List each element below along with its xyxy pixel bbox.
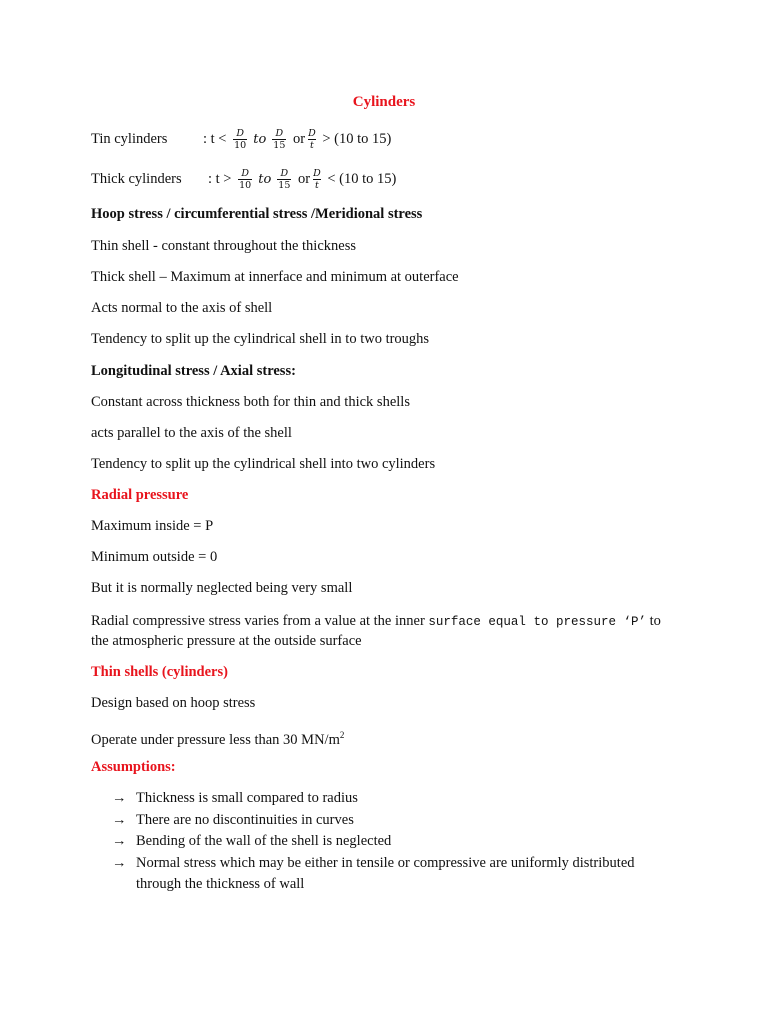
radial-line-1: Maximum inside = P	[91, 518, 214, 534]
page-title: Cylinders	[352, 94, 416, 110]
list-item: → Bending of the wall of the shell is neglected	[112, 831, 656, 853]
thin-shells-line-2	[91, 726, 344, 749]
hoop-line-4: Tendency to split up the cylindrical shell in to two troughs	[91, 331, 430, 347]
arrow-right-icon: →	[112, 833, 127, 849]
radial-line-2: Minimum outside = 0	[91, 549, 218, 565]
thick-fraction-1: $\frac{D}{10}$	[239, 168, 252, 191]
tin-prefix: : t <	[203, 130, 227, 147]
list-item: → There are no discontinuities in curves	[112, 810, 656, 832]
radial-line-3: But it is normally neglected being very small	[91, 580, 353, 596]
radial-para-c: to	[645, 613, 661, 629]
hoop-line-3: Acts normal to the axis of shell	[91, 300, 273, 316]
tin-to: to	[253, 131, 267, 147]
assumptions-list	[112, 788, 656, 896]
thin-shells-line-2-text: Operate under pressure less than 30 MN/m	[91, 732, 340, 748]
longitudinal-line-2: acts parallel to the axis of the shell	[91, 425, 292, 441]
radial-paragraph-line-2: the atmospheric pressure at the outside surface	[91, 633, 362, 649]
list-item: → Thickness is small compared to radius	[112, 788, 656, 810]
radial-paragraph-line-1	[91, 612, 661, 631]
thin-shells-line-1: Design based on hoop stress	[91, 695, 256, 711]
thick-suffix: < (10 to 15)	[327, 170, 397, 187]
thick-or: or	[298, 170, 311, 187]
arrow-right-icon: →	[112, 854, 127, 871]
tin-cylinders-line	[91, 128, 391, 151]
hoop-line-1: Thin shell - constant throughout the thickness	[91, 238, 356, 254]
tin-or: or	[293, 130, 306, 147]
radial-para-b: surface equal to pressure ‘P’	[428, 615, 646, 629]
thick-fraction-2: $\frac{D}{15}$	[278, 168, 291, 191]
list-item: → Normal stress which may be either in tensile or compressive are uniformly distributed through the thickness of wall	[112, 853, 656, 896]
tin-fraction-1: $\frac{D}{10}$	[234, 128, 247, 151]
longitudinal-line-3: Tendency to split up the cylindrical shell into two cylinders	[91, 456, 436, 472]
thick-fraction-3: $\frac{D}{t}$	[313, 168, 321, 191]
tin-suffix: > (10 to 15)	[322, 130, 392, 147]
thick-cylinders-line	[91, 168, 396, 191]
radial-heading: Radial pressure	[91, 487, 189, 503]
thick-label: Thick cylinders	[91, 170, 182, 187]
radial-para-a: Radial compressive stress varies from a value at the inner	[91, 613, 429, 629]
tin-label: Tin cylinders	[91, 130, 168, 147]
tin-fraction-2: $\frac{D}{15}$	[273, 128, 286, 151]
thin-shells-heading: Thin shells (cylinders)	[91, 664, 228, 680]
thick-prefix: : t >	[208, 170, 232, 187]
tin-fraction-3: $\frac{D}{t}$	[308, 128, 316, 151]
thick-to: to	[258, 171, 272, 187]
superscript-2: 2	[339, 730, 345, 740]
hoop-line-2: Thick shell – Maximum at innerface and minimum at outerface	[91, 269, 459, 285]
hoop-heading: Hoop stress / circumferential stress /Meridional stress	[91, 206, 423, 222]
arrow-right-icon: →	[112, 790, 127, 806]
longitudinal-line-1: Constant across thickness both for thin and thick shells	[91, 394, 410, 410]
longitudinal-heading: Longitudinal stress / Axial stress:	[91, 363, 296, 379]
assumptions-heading: Assumptions:	[91, 759, 176, 775]
arrow-right-icon: →	[112, 811, 127, 828]
